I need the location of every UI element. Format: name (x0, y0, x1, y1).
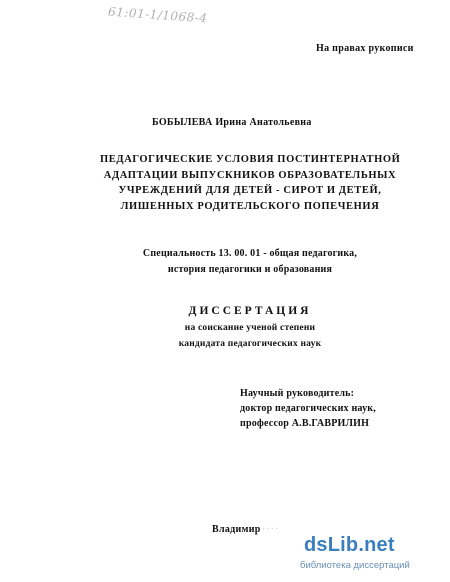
title-line: ЛИШЕННЫХ РОДИТЕЛЬСКОГО ПОПЕЧЕНИЯ (120, 200, 380, 212)
archive-stamp: 61:01-1/1068-4 (107, 4, 208, 26)
advisor-line: доктор педагогических наук, (240, 403, 376, 414)
specialty-line: история педагогики и образования (167, 264, 333, 275)
watermark (300, 534, 440, 574)
city: Владимир (212, 524, 261, 535)
title-line: УЧРЕЖДЕНИЙ ДЛЯ ДЕТЕЙ - СИРОТ И ДЕТЕЙ, (118, 185, 382, 196)
dissertation-title (100, 152, 400, 214)
city-faded-text: ···· (262, 524, 280, 535)
watermark-logo: dsLib.net (304, 534, 395, 556)
dissertation-heading: ДИССЕРТАЦИЯ (188, 305, 312, 317)
dissertation-block (100, 303, 400, 352)
advisor-line: Научный руководитель: (240, 388, 355, 399)
degree-line: кандидата педагогических наук (178, 339, 322, 349)
author-name: БОБЫЛЕВА Ирина Анатольевна (152, 117, 312, 128)
watermark-subtitle: библиотека диссертаций (300, 560, 410, 571)
degree-line: на соискание ученой степени (184, 323, 316, 333)
title-line: ПЕДАГОГИЧЕСКИЕ УСЛОВИЯ ПОСТИНТЕРНАТНОЙ (100, 154, 401, 165)
rights-notice: На правах рукописи (316, 43, 414, 54)
specialty (100, 246, 400, 278)
advisor-line: профессор А.В.ГАВРИЛИН (240, 418, 370, 429)
scientific-advisor (240, 386, 376, 431)
specialty-line: Специальность 13. 00. 01 - общая педагогика, (142, 248, 358, 259)
title-line: АДАПТАЦИИ ВЫПУСКНИКОВ ОБРАЗОВАТЕЛЬНЫХ (103, 169, 397, 181)
